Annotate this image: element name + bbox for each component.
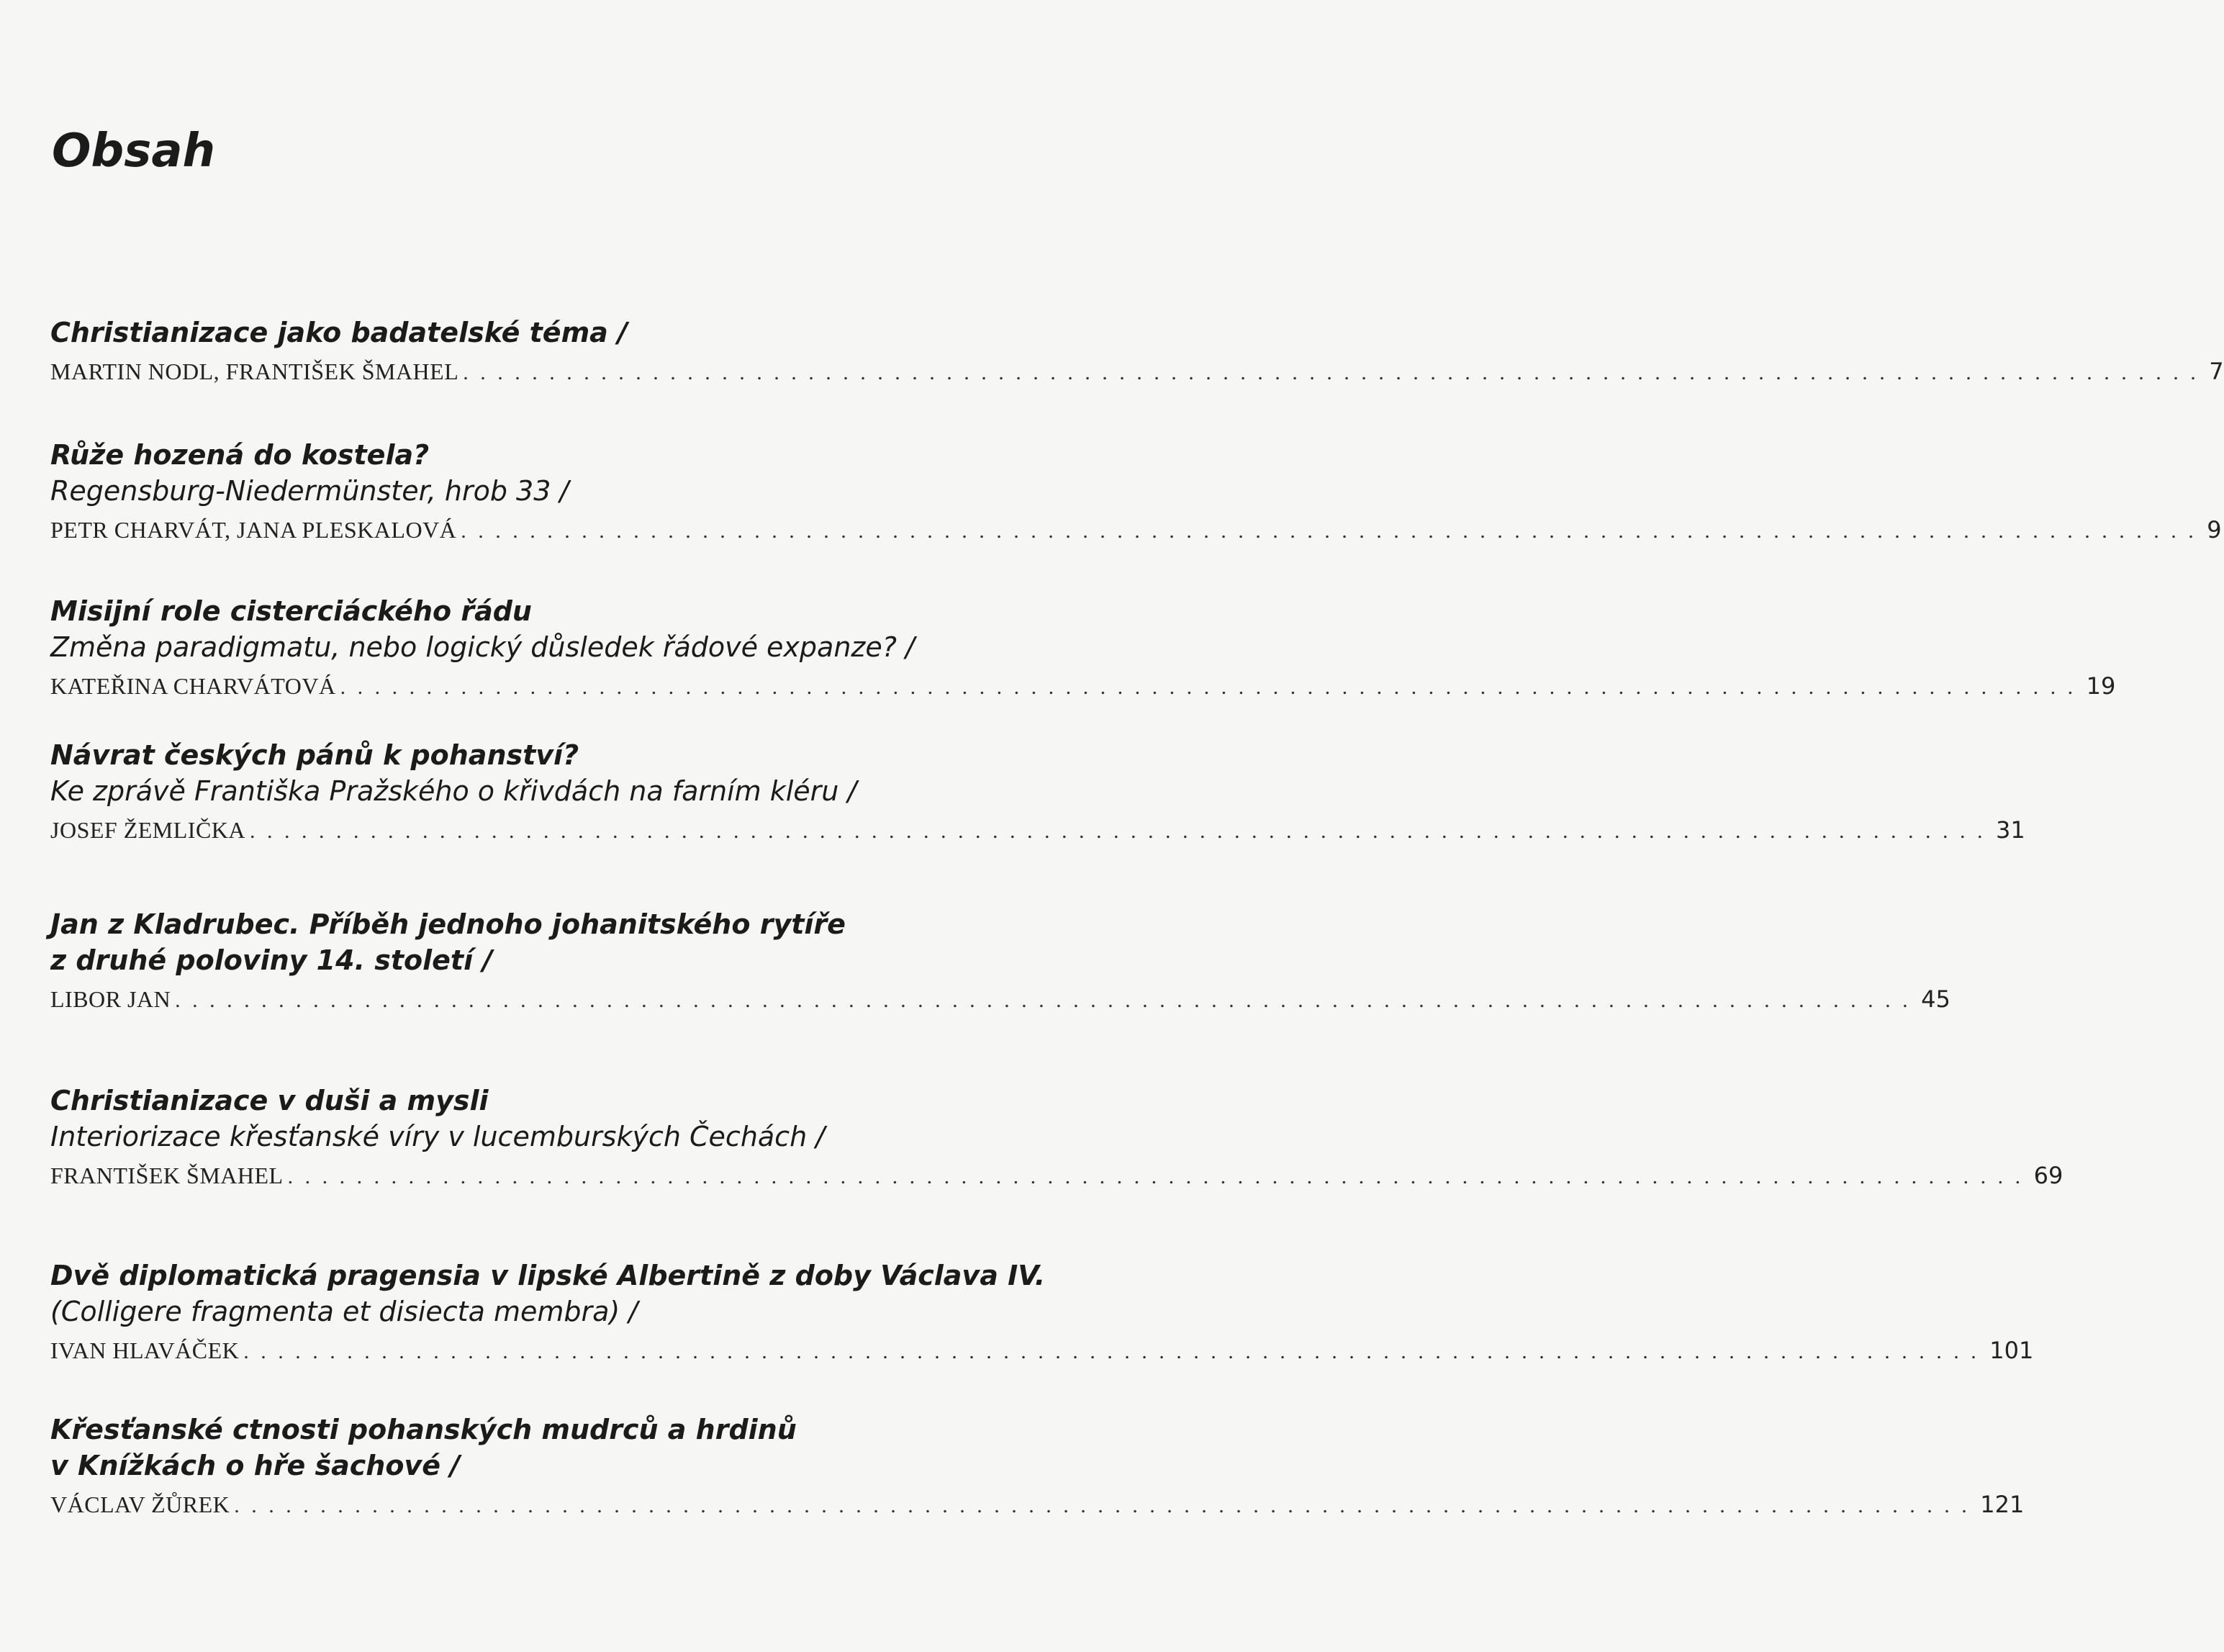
author-line (50, 667, 2116, 705)
author-line (50, 1156, 2063, 1195)
author-name: FRANTIŠEK ŠMAHEL (50, 1163, 284, 1188)
dot-leader: . . . . . . . . . . . . . . . . . . . . . . . . . . . . . . . . . . . . . . . . . . . . . . . . . . . . . . . . . . . . . . . . . . . . . . . . . . . . . . . . . . . . . . . . . . . . . . . . . . . . . (287, 1165, 2024, 1188)
entry-subtitle: (Colligere fragmenta et disiecta membra) / (50, 1296, 638, 1327)
author-line (50, 1485, 2025, 1524)
author-line (50, 1331, 2034, 1370)
toc-entry (50, 315, 2224, 391)
toc-entry (50, 1258, 2034, 1370)
author-name: JOSEF ŽEMLIČKA (50, 817, 246, 843)
dot-leader: . . . . . . . . . . . . . . . . . . . . . . . . . . . . . . . . . . . . . . . . . . . . . . . . . . . . . . . . . . . . . . . . . . . . . . . . . . . . . . . . . . . . . . . . . . . . . . . . . . . . . (250, 819, 1986, 843)
author-line (50, 980, 1950, 1019)
entry-title: Návrat českých pánů k pohanství? (50, 739, 579, 771)
page-number: 7 (2209, 358, 2224, 385)
page-number: 45 (1921, 985, 1950, 1013)
author-name: VÁCLAV ŽŮREK (50, 1491, 230, 1517)
author-name: PETR CHARVÁT, JANA PLESKALOVÁ (50, 517, 457, 543)
entry-subtitle: Regensburg-Niedermünster, hrob 33 / (50, 475, 569, 507)
author-name: KATEŘINA CHARVÁTOVÁ (50, 673, 336, 699)
entry-title: Křesťanské ctnosti pohanských mudrců a hrdinů (50, 1414, 797, 1445)
page-number: 19 (2086, 672, 2116, 700)
entry-title: Christianizace jako badatelské téma / (50, 317, 628, 348)
toc-entry (50, 437, 2222, 549)
page-title: Obsah (52, 125, 216, 178)
page-number: 121 (1980, 1491, 2025, 1518)
entry-subtitle: Změna paradigmatu, nebo logický důsledek řádové expanze? / (50, 631, 915, 663)
page-number: 9 (2207, 516, 2222, 543)
page-number: 69 (2033, 1162, 2063, 1189)
author-line (50, 510, 2222, 549)
page-number: 101 (1989, 1337, 2034, 1364)
entry-title: Růže hozená do kostela? (50, 439, 430, 471)
dot-leader: . . . . . . . . . . . . . . . . . . . . . . . . . . . . . . . . . . . . . . . . . . . . . . . . . . . . . . . . . . . . . . . . . . . . . . . . . . . . . . . . . . . . . . . . . . . . . . . . . . . . . (340, 675, 2076, 699)
entry-title: Jan z Kladrubec. Příběh jednoho johanitského rytíře (50, 908, 846, 940)
entry-title: z druhé poloviny 14. století / (50, 944, 493, 976)
author-name: MARTIN NODL, FRANTIŠEK ŠMAHEL (50, 358, 459, 384)
dot-leader: . . . . . . . . . . . . . . . . . . . . . . . . . . . . . . . . . . . . . . . . . . . . . . . . . . . . . . . . . . . . . . . . . . . . . . . . . . . . . . . . . . . . . . . . . . . . . . . . . . . . . (461, 519, 2197, 543)
entry-title: Misijní role cisterciáckého řádu (50, 595, 532, 627)
toc-entry (50, 906, 1950, 1019)
author-line (50, 352, 2224, 391)
author-line (50, 811, 2025, 849)
dot-leader: . . . . . . . . . . . . . . . . . . . . . . . . . . . . . . . . . . . . . . . . . . . . . . . . . . . . . . . . . . . . . . . . . . . . . . . . . . . . . . . . . . . . . . . . . . . . . . . . . . . . . (243, 1340, 1980, 1363)
author-name: IVAN HLAVÁČEK (50, 1337, 240, 1363)
entry-title: v Knížkách o hře šachové / (50, 1450, 461, 1481)
toc-entry (50, 1083, 2063, 1195)
dot-leader: . . . . . . . . . . . . . . . . . . . . . . . . . . . . . . . . . . . . . . . . . . . . . . . . . . . . . . . . . . . . . . . . . . . . . . . . . . . . . . . . . . . . . . . . . . . . . . . . . . . . . (463, 361, 2200, 384)
toc-entry (50, 737, 2025, 849)
dot-leader: . . . . . . . . . . . . . . . . . . . . . . . . . . . . . . . . . . . . . . . . . . . . . . . . . . . . . . . . . . . . . . . . . . . . . . . . . . . . . . . . . . . . . . . . . . . . . . . . . . . . . (175, 988, 1912, 1012)
entry-subtitle: Ke zprávě Františka Pražského o křivdách na farním kléru / (50, 775, 857, 807)
entry-subtitle: Interiorizace křesťanské víry v lucemburských Čechách / (50, 1121, 826, 1152)
entry-title: Christianizace v duši a mysli (50, 1085, 489, 1116)
page-number: 31 (1996, 816, 2025, 844)
toc-entry (50, 593, 2116, 705)
toc-entry (50, 1412, 2025, 1524)
dot-leader: . . . . . . . . . . . . . . . . . . . . . . . . . . . . . . . . . . . . . . . . . . . . . . . . . . . . . . . . . . . . . . . . . . . . . . . . . . . . . . . . . . . . . . . . . . . . . . . . . . . . . (234, 1494, 1971, 1517)
entry-title: Dvě diplomatická pragensia v lipské Albertině z doby Václava IV. (50, 1260, 1046, 1291)
author-name: LIBOR JAN (50, 986, 171, 1012)
